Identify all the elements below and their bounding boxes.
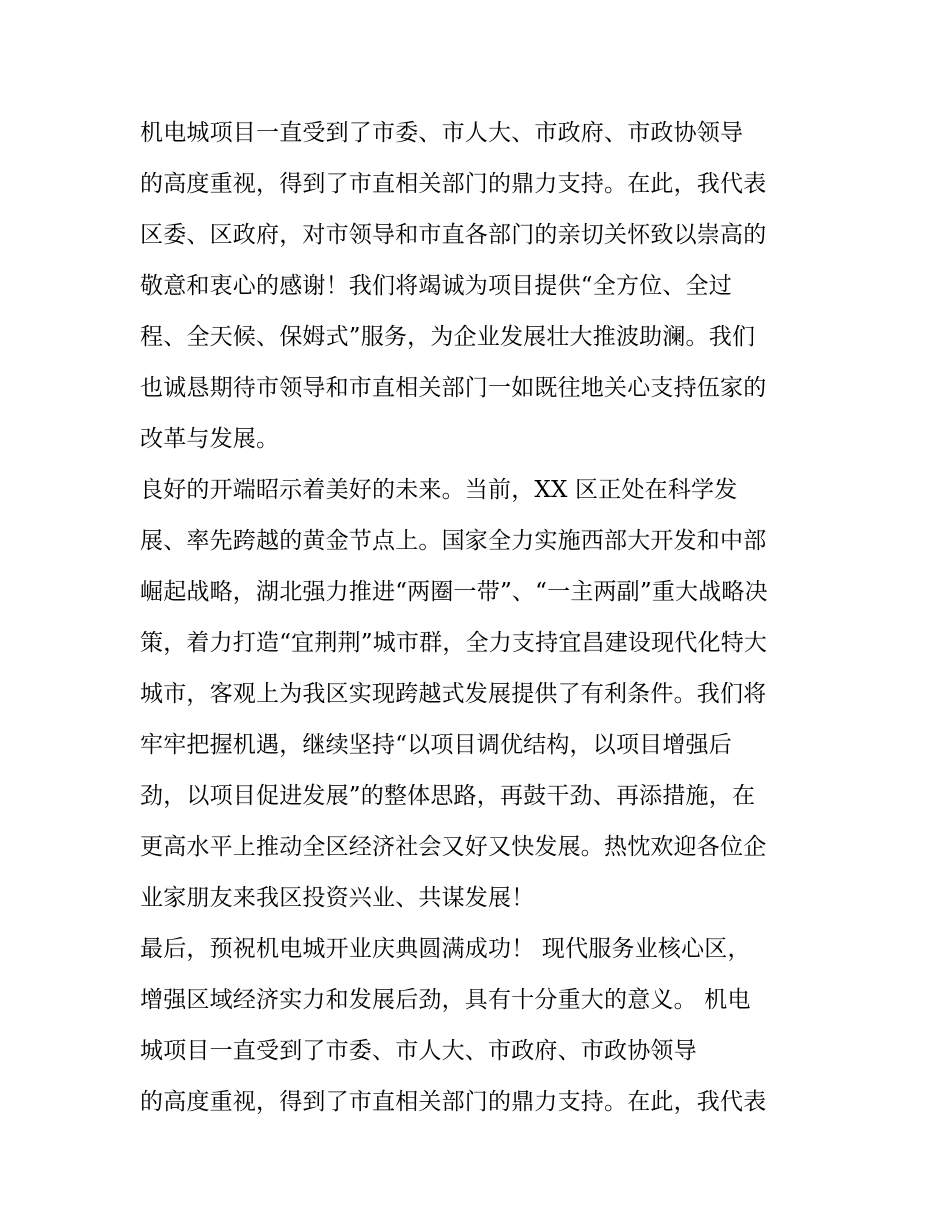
text-line: 展、率先跨越的黄金节点上。国家全力实施西部大开发和中部 — [140, 528, 767, 554]
text-line: 的高度重视，得到了市直相关部门的鼎力支持。在此，我代表 — [140, 1089, 767, 1115]
text-line: 的高度重视，得到了市直相关部门的鼎力支持。在此，我代表 — [140, 171, 767, 197]
text-line: 城市，客观上为我区实现跨越式发展提供了有利条件。我们将 — [140, 681, 767, 707]
text-line: 机电城项目一直受到了市委、市人大、市政府、市政协领导 — [140, 120, 744, 146]
text-line: 良好的开端昭示着美好的未来。当前，XX 区正处在科学发 — [140, 477, 738, 503]
text-line: 城项目一直受到了市委、市人大、市政府、市政协领导 — [140, 1038, 697, 1064]
text-line: 增强区域经济实力和发展后劲，具有十分重大的意义。 机电 — [140, 987, 751, 1013]
text-line: 区委、区政府，对市领导和市直各部门的亲切关怀致以崇高的 — [140, 222, 767, 248]
document-body — [140, 108, 820, 1128]
text-line: 业家朋友来我区投资兴业、共谋发展！ — [140, 885, 535, 911]
text-line: 敬意和衷心的感谢！我们将竭诚为项目提供“全方位、全过 — [140, 273, 732, 299]
text-line: 劲，以项目促进发展”的整体思路，再鼓干劲、再添措施，在 — [140, 783, 756, 809]
text-line: 崛起战略，湖北强力推进“两圈一带”、“一主两副”重大战略决 — [140, 579, 768, 605]
text-line: 也诚恳期待市领导和市直相关部门一如既往地关心支持伍家的 — [140, 375, 767, 401]
text-line: 更高水平上推动全区经济社会又好又快发展。热忱欢迎各位企 — [140, 834, 767, 860]
text-line: 最后，预祝机电城开业庆典圆满成功！ 现代服务业核心区， — [140, 936, 751, 962]
text-line: 程、全天候、保姆式”服务，为企业发展壮大推波助澜。我们 — [140, 324, 756, 350]
text-line: 改革与发展。 — [140, 426, 280, 452]
text-line: 策，着力打造“宜荆荆”城市群，全力支持宜昌建设现代化特大 — [140, 630, 768, 656]
text-line: 牢牢把握机遇，继续坚持“以项目调优结构，以项目增强后 — [140, 732, 732, 758]
